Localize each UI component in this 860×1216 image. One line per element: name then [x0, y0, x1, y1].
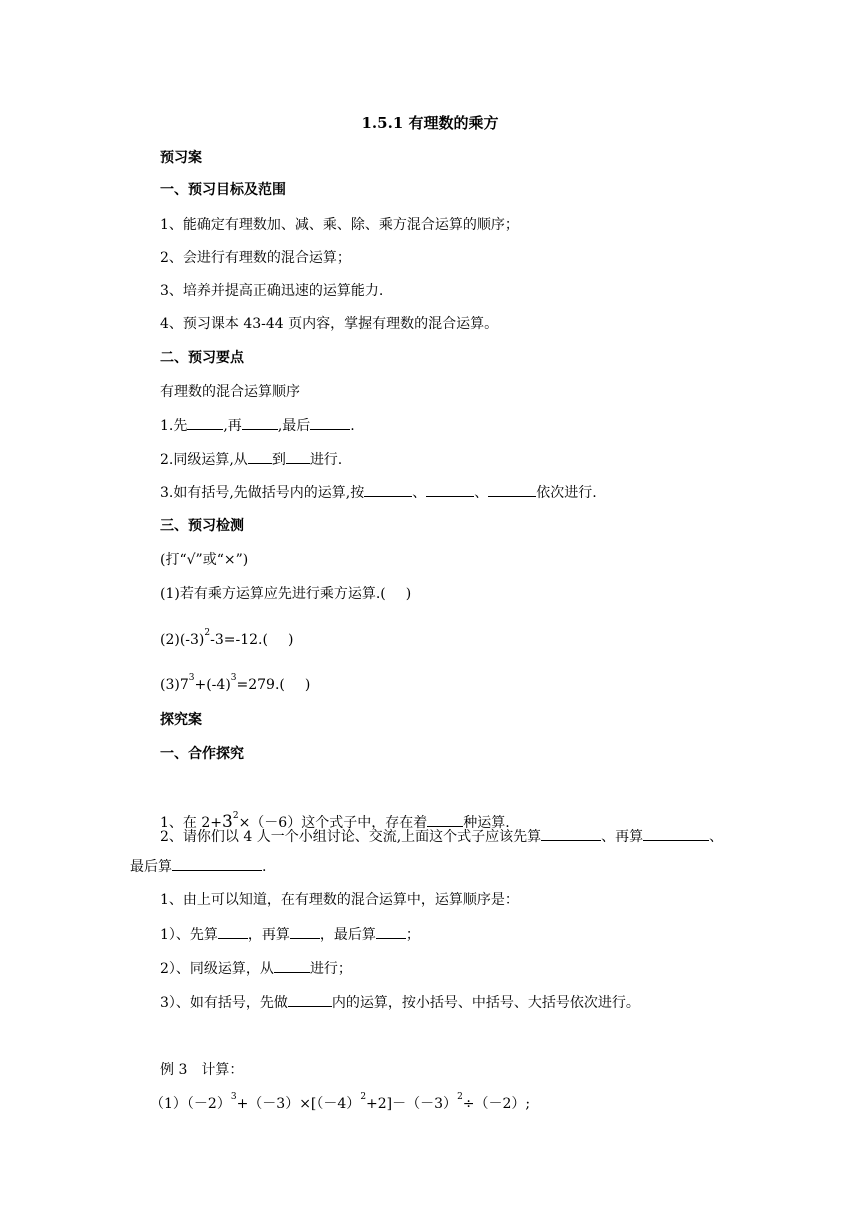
fill-blank[interactable] — [364, 482, 412, 497]
fill-blank[interactable] — [541, 826, 601, 841]
check-instruction: (打“√”或“×”) — [160, 552, 249, 568]
conclusion-intro: 1、由上可以知道，在有理数的混合运算中，运算顺序是： — [160, 892, 519, 908]
section-heading-preview: 预习案 — [160, 150, 202, 166]
goal-item: 4、预习课本 43-44 页内容，掌握有理数的混合运算。 — [160, 316, 499, 332]
goal-item: 2、会进行有理数的混合运算； — [160, 250, 351, 266]
keypoint-item: 1.先 ,再 ,最后 . — [160, 415, 355, 436]
explore-item-1: 1、在 $2+3^2\times(-6)$这个式子中，存在着 种运算. — [160, 811, 510, 832]
subsection-heading-keypoints: 二、预习要点 — [160, 350, 244, 366]
example-item-1: $(1)(-2)^3+(-3)\times[(-4)^2+2]-(-3)^2\div(-2)$; — [150, 1092, 531, 1112]
explore-item-2: 2、请你们以 4 人一个小组讨论、交流,上面这个式子应该先算 、再算 、 — [160, 826, 723, 847]
fill-blank[interactable] — [427, 812, 463, 827]
keypoints-intro: 有理数的混合运算顺序 — [160, 384, 300, 400]
explore-item-2-continued: 最后算 . — [130, 856, 266, 877]
subsection-heading-goals: 一、预习目标及范围 — [160, 182, 286, 198]
keypoint-item: 2.同级运算,从 到 进行. — [160, 449, 342, 470]
check-item-2: $(2)(-3)^2-3=-12$.( ) — [160, 628, 294, 648]
conclusion-item-3: 3）、如有括号，先做 内的运算，按小括号、中括号、大括号依次进行。 — [160, 992, 640, 1013]
fill-blank[interactable] — [218, 924, 248, 939]
fill-blank[interactable] — [426, 482, 474, 497]
fill-blank[interactable] — [643, 826, 709, 841]
goal-item: 3、培养并提高正确迅速的运算能力. — [160, 283, 384, 299]
check-item-3: $(3)7^3+(-4)^3=279$.( ) — [160, 673, 311, 693]
example-heading: 例 3 计算： — [160, 1062, 244, 1078]
goal-item: 1、能确定有理数加、减、乘、除、乘方混合运算的顺序； — [160, 217, 519, 233]
fill-blank[interactable] — [488, 482, 536, 497]
conclusion-item-2: 2）、同级运算，从 进行； — [160, 958, 352, 979]
fill-blank[interactable] — [248, 449, 272, 464]
conclusion-item-1: 1）、先算 ，再算 ，最后算 ； — [160, 924, 420, 945]
fill-blank[interactable] — [288, 992, 332, 1007]
fill-blank[interactable] — [310, 415, 350, 430]
fill-blank[interactable] — [172, 856, 262, 871]
page-title: 1.5.1 有理数的乘方 — [361, 114, 499, 132]
keypoint-item: 3.如有括号,先做括号内的运算,按 、 、 依次进行. — [160, 482, 597, 503]
fill-blank[interactable] — [274, 958, 310, 973]
subsection-heading-check: 三、预习检测 — [160, 518, 244, 534]
fill-blank[interactable] — [286, 449, 310, 464]
fill-blank[interactable] — [376, 924, 406, 939]
check-item-1: (1)若有乘方运算应先进行乘方运算.( ) — [160, 586, 412, 602]
fill-blank[interactable] — [290, 924, 320, 939]
fill-blank[interactable] — [187, 415, 223, 430]
fill-blank[interactable] — [242, 415, 278, 430]
section-heading-explore: 探究案 — [160, 712, 202, 728]
subsection-heading-cooperate: 一、合作探究 — [160, 746, 244, 762]
